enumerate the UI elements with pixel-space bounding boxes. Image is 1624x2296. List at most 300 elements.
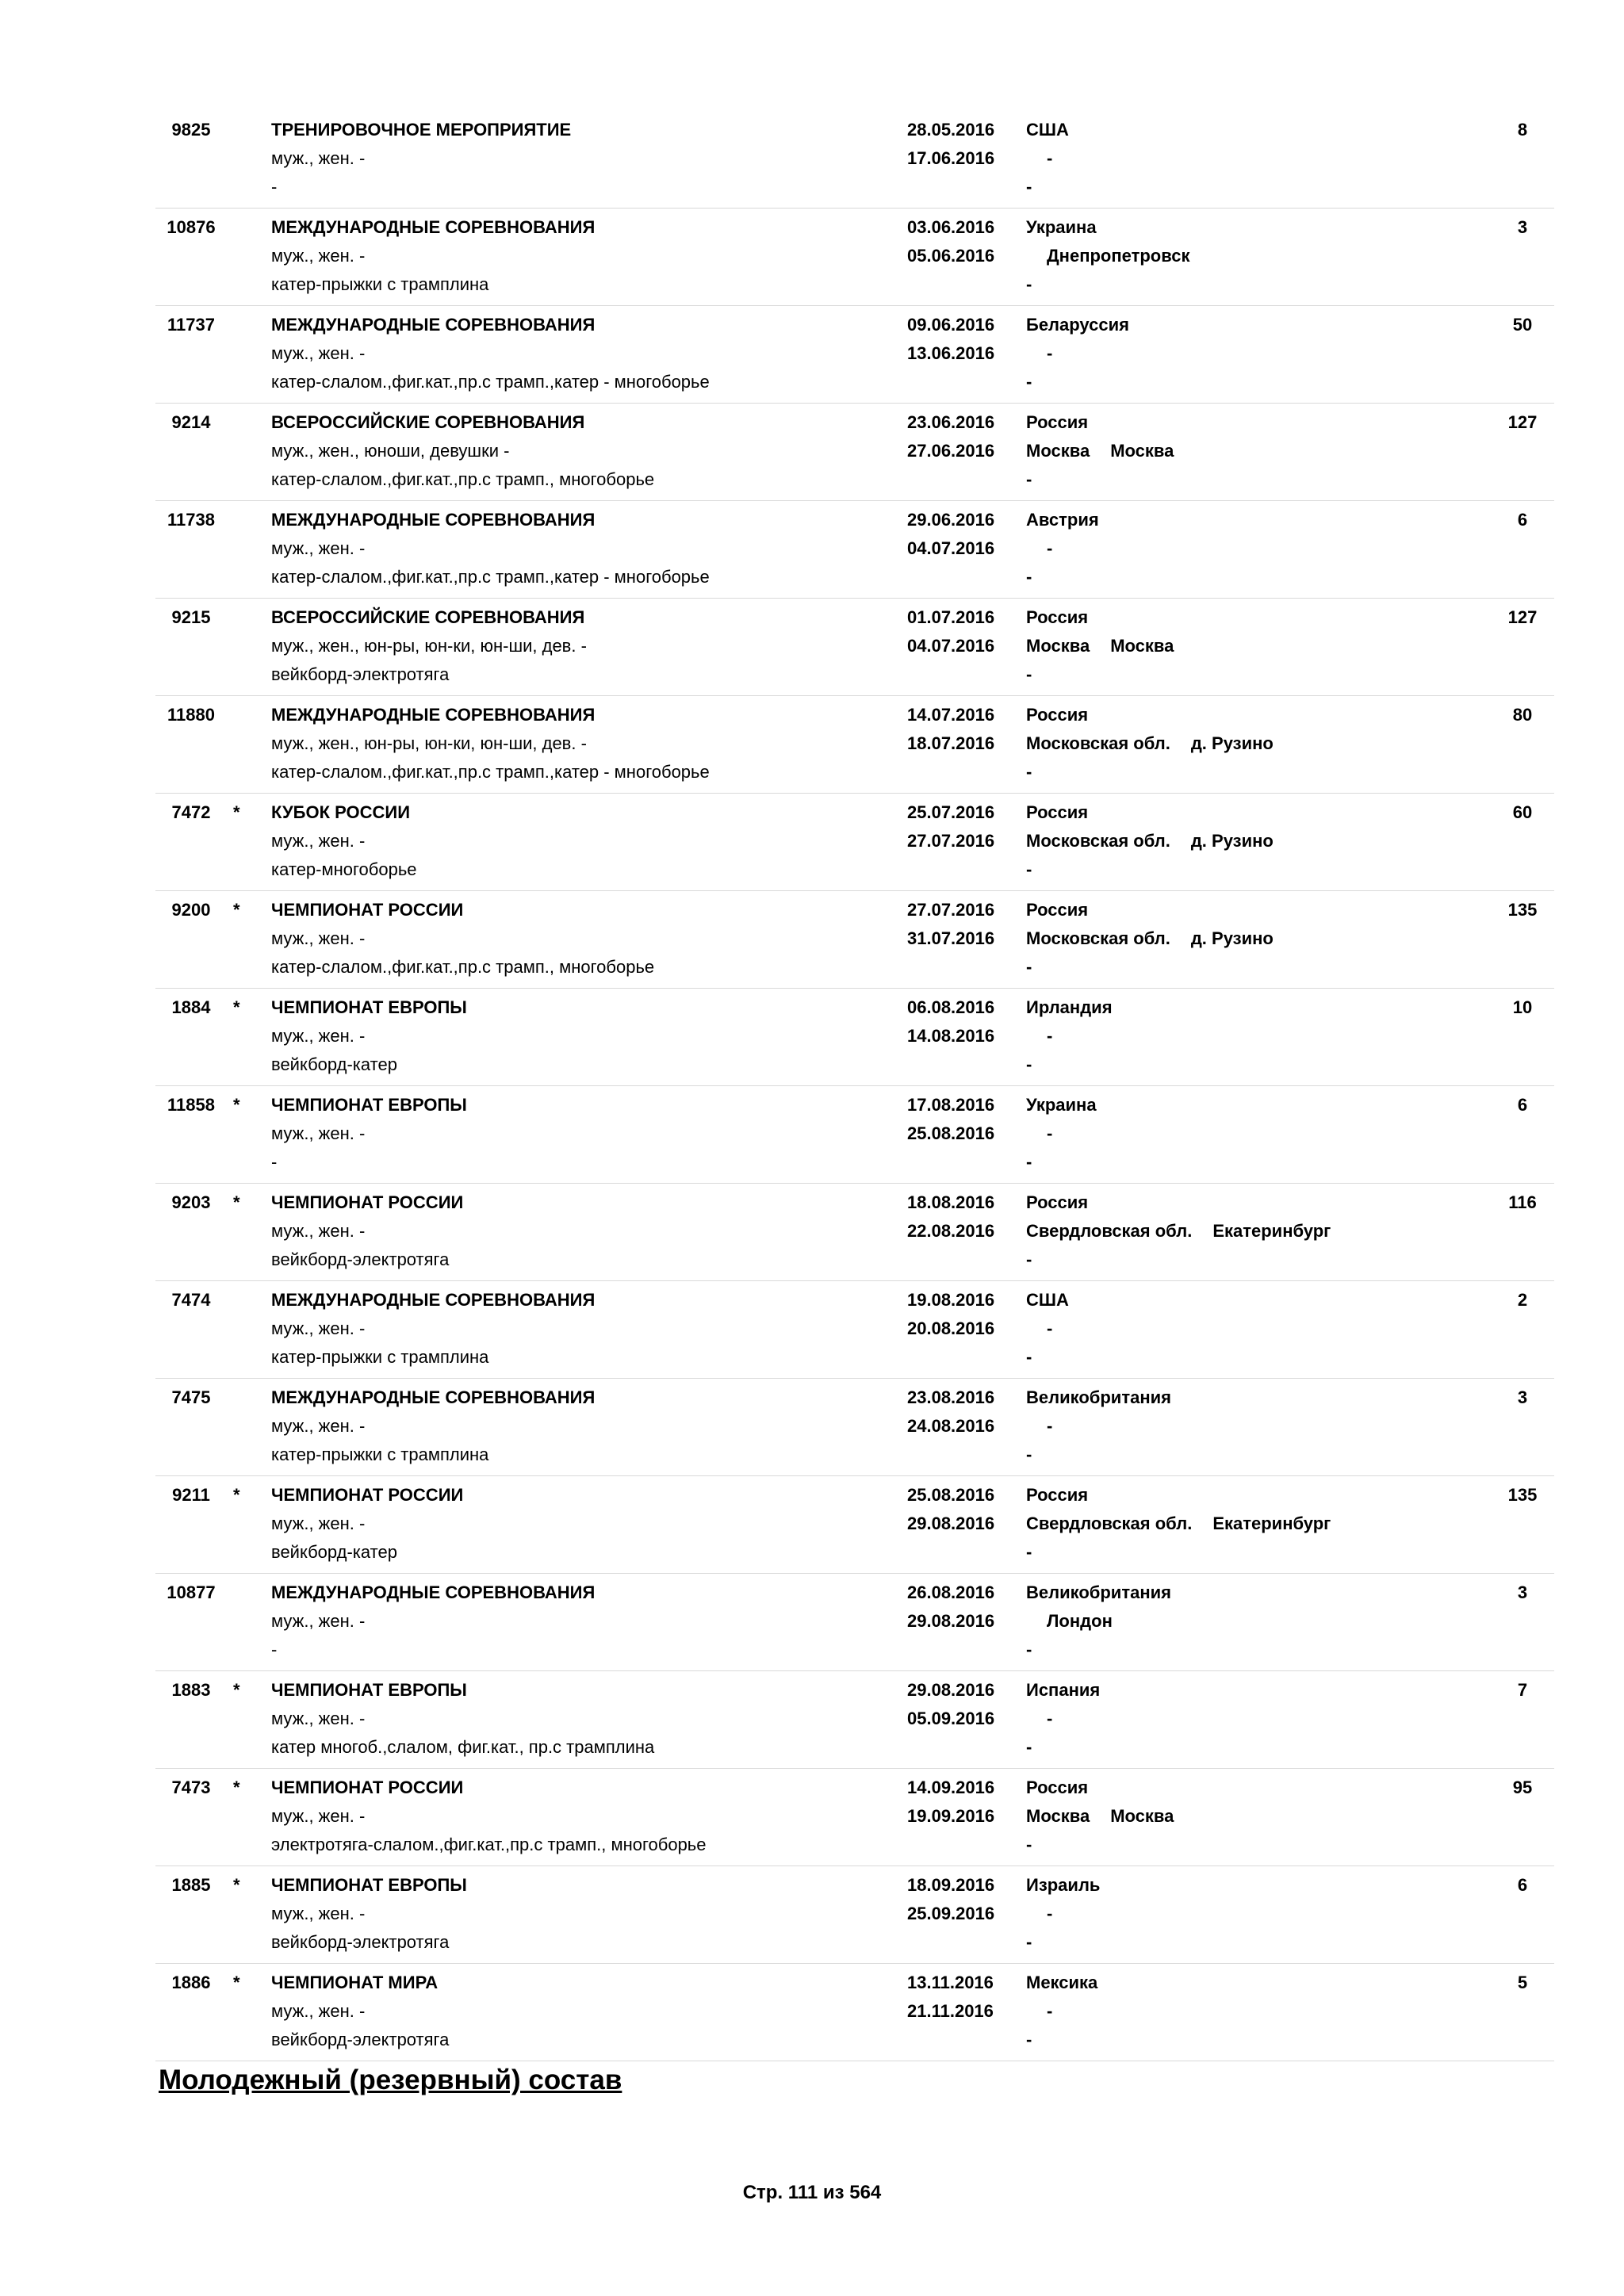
city: - [1047, 1026, 1053, 1046]
event-title: МЕЖДУНАРОДНЫЕ СОРЕВНОВАНИЯ [271, 1290, 596, 1310]
event-discipline: катер-слалом.,фиг.кат.,пр.с трамп.,катер - многоборье [271, 372, 710, 392]
event-dates [907, 1091, 994, 1148]
event-discipline: катер-многоборье [271, 859, 417, 879]
country: Испания [1026, 1680, 1101, 1700]
country: Беларуссия [1026, 315, 1129, 335]
event-location [1026, 408, 1194, 494]
city: д. Рузино [1190, 831, 1274, 851]
event-gender: муж., жен. - [271, 1904, 366, 1923]
star-mark: * [233, 900, 240, 920]
event-discipline: катер-слалом.,фиг.кат.,пр.с трамп., многоборье [271, 469, 655, 489]
city: Москва [1110, 636, 1174, 656]
date-from: 17.08.2016 [907, 1095, 995, 1115]
event-dates [907, 1578, 994, 1636]
region-city [1026, 1412, 1171, 1441]
event-code: 7473 [171, 1777, 211, 1797]
date-from: 14.09.2016 [907, 1777, 995, 1797]
region-city [1026, 827, 1294, 855]
country: Мексика [1026, 1973, 1098, 1992]
event-title: ТРЕНИРОВОЧНОЕ МЕРОПРИЯТИЕ [271, 120, 572, 140]
event-title: МЕЖДУНАРОДНЫЕ СОРЕВНОВАНИЯ [271, 315, 596, 335]
event-dates [907, 1481, 994, 1538]
event-title: ЧЕМПИОНАТ РОССИИ [271, 1777, 464, 1797]
event-gender: муж., жен. - [271, 343, 366, 363]
location-extra: - [1026, 1640, 1032, 1659]
participants-count: 10 [1512, 997, 1533, 1017]
table-row [155, 1671, 1554, 1769]
table-row [155, 1379, 1554, 1476]
event-dates [907, 993, 994, 1050]
date-from: 19.08.2016 [907, 1290, 995, 1310]
table-row [155, 306, 1554, 404]
date-from: 09.06.2016 [907, 315, 995, 335]
event-code: 11880 [167, 705, 215, 725]
location-extra: - [1026, 177, 1032, 197]
city: д. Рузино [1190, 928, 1274, 948]
country: Россия [1026, 1777, 1089, 1797]
event-location [1026, 798, 1294, 884]
event-code: 1885 [171, 1875, 211, 1895]
city: - [1047, 1123, 1053, 1143]
participants-count: 127 [1507, 607, 1538, 627]
event-code: 9215 [171, 607, 211, 627]
event-title: ЧЕМПИОНАТ МИРА [271, 1973, 439, 1992]
event-code: 9211 [172, 1485, 210, 1505]
event-code: 1886 [171, 1973, 211, 1992]
event-dates [907, 1286, 994, 1343]
event-title: ЧЕМПИОНАТ ЕВРОПЫ [271, 997, 467, 1017]
location-extra: - [1026, 664, 1032, 684]
date-from: 14.07.2016 [907, 705, 995, 725]
region: Московская обл. [1026, 928, 1170, 948]
event-location [1026, 993, 1113, 1079]
table-row [155, 501, 1554, 599]
country: Россия [1026, 900, 1089, 920]
event-title: МЕЖДУНАРОДНЫЕ СОРЕВНОВАНИЯ [271, 217, 596, 237]
date-to: 17.06.2016 [907, 148, 995, 168]
date-from: 03.06.2016 [907, 217, 995, 237]
event-gender: муж., жен., юн-ры, юн-ки, юн-ши, дев. - [271, 733, 587, 753]
table-row [155, 1086, 1554, 1184]
date-to: 27.06.2016 [907, 441, 995, 461]
star-mark: * [233, 1485, 240, 1505]
location-extra: - [1026, 1347, 1032, 1367]
date-to: 29.08.2016 [907, 1611, 995, 1631]
event-description [271, 116, 571, 201]
date-from: 23.06.2016 [907, 412, 995, 432]
event-title: МЕЖДУНАРОДНЫЕ СОРЕВНОВАНИЯ [271, 1387, 596, 1407]
event-description [271, 798, 417, 884]
event-discipline: - [271, 1152, 278, 1172]
region: Свердловская обл. [1026, 1221, 1193, 1241]
region: Московская обл. [1026, 733, 1170, 753]
event-gender: муж., жен. - [271, 1513, 366, 1533]
table-row [155, 1184, 1554, 1281]
country: Австрия [1026, 510, 1099, 530]
date-to: 18.07.2016 [907, 733, 995, 753]
participants-count: 50 [1512, 315, 1533, 335]
participants-count: 8 [1517, 120, 1528, 140]
event-gender: муж., жен., юноши, девушки - [271, 441, 510, 461]
city: - [1047, 1709, 1053, 1728]
region-city [1026, 1022, 1113, 1050]
city: Москва [1110, 441, 1174, 461]
event-gender: муж., жен. - [271, 1806, 366, 1826]
event-gender: муж., жен. - [271, 1026, 366, 1046]
event-title: ЧЕМПИОНАТ РОССИИ [271, 1485, 464, 1505]
event-location [1026, 213, 1210, 299]
event-code: 11738 [167, 510, 215, 530]
region-city [1026, 632, 1194, 660]
event-discipline: катер многоб.,слалом, фиг.кат., пр.с трамплина [271, 1737, 655, 1757]
city: Екатеринбург [1212, 1221, 1331, 1241]
country: Ирландия [1026, 997, 1113, 1017]
event-description [271, 1383, 595, 1469]
date-to: 13.06.2016 [907, 343, 995, 363]
star-mark: * [233, 1680, 240, 1700]
location-extra: - [1026, 1445, 1032, 1464]
city: - [1047, 538, 1053, 558]
date-to: 24.08.2016 [907, 1416, 995, 1436]
event-location [1026, 116, 1073, 201]
country: Россия [1026, 1192, 1089, 1212]
participants-count: 6 [1517, 510, 1528, 530]
region: Москва [1026, 636, 1090, 656]
event-dates [907, 701, 994, 758]
date-from: 29.06.2016 [907, 510, 995, 530]
country: Великобритания [1026, 1387, 1171, 1407]
event-dates [907, 116, 994, 173]
page-footer: Стр. 111 из 564 [742, 2182, 882, 2203]
region-city [1026, 339, 1129, 368]
participants-count: 95 [1512, 1777, 1533, 1797]
date-to: 21.11.2016 [907, 2001, 994, 2021]
country: Украина [1026, 217, 1097, 237]
date-to: 25.09.2016 [907, 1904, 995, 1923]
country: Великобритания [1026, 1582, 1171, 1602]
event-dates [907, 1871, 994, 1928]
country: США [1026, 1290, 1069, 1310]
date-to: 05.09.2016 [907, 1709, 995, 1728]
city: - [1047, 343, 1053, 363]
event-gender: муж., жен. - [271, 2001, 366, 2021]
participants-count: 135 [1507, 900, 1538, 920]
date-from: 18.08.2016 [907, 1192, 995, 1212]
city: - [1047, 1904, 1053, 1923]
table-row [155, 404, 1554, 501]
event-code: 1883 [171, 1680, 211, 1700]
location-extra: - [1026, 274, 1032, 294]
event-description [271, 896, 654, 982]
event-description [271, 701, 710, 786]
region-city [1026, 924, 1294, 953]
city: - [1047, 1318, 1053, 1338]
date-from: 27.07.2016 [907, 900, 995, 920]
table-row [155, 1769, 1554, 1866]
event-discipline: вейкборд-катер [271, 1054, 397, 1074]
country: Россия [1026, 1485, 1089, 1505]
event-discipline: катер-прыжки с трамплина [271, 274, 489, 294]
event-discipline: вейкборд-электротяга [271, 1249, 450, 1269]
participants-count: 60 [1512, 802, 1533, 822]
location-extra: - [1026, 1152, 1032, 1172]
location-extra: - [1026, 1737, 1032, 1757]
date-to: 31.07.2016 [907, 928, 995, 948]
event-discipline: вейкборд-электротяга [271, 2030, 450, 2049]
city: д. Рузино [1190, 733, 1274, 753]
participants-count: 3 [1517, 1387, 1528, 1407]
region-city [1026, 1314, 1073, 1343]
event-location [1026, 1286, 1073, 1372]
participants-count: 135 [1507, 1485, 1538, 1505]
location-extra: - [1026, 762, 1032, 782]
date-to: 14.08.2016 [907, 1026, 995, 1046]
event-discipline: - [271, 177, 278, 197]
region-city [1026, 437, 1194, 465]
event-discipline: - [271, 1640, 278, 1659]
event-description [271, 1676, 654, 1762]
event-dates [907, 506, 994, 563]
table-row [155, 111, 1554, 209]
event-gender: муж., жен. - [271, 1611, 366, 1631]
location-extra: - [1026, 372, 1032, 392]
event-gender: муж., жен. - [271, 246, 366, 266]
event-gender: муж., жен. - [271, 928, 366, 948]
table-row [155, 599, 1554, 696]
event-description [271, 993, 467, 1079]
star-mark: * [233, 1192, 240, 1212]
country: Россия [1026, 802, 1089, 822]
country: Украина [1026, 1095, 1097, 1115]
location-extra: - [1026, 1542, 1032, 1562]
event-location [1026, 896, 1294, 982]
participants-count: 6 [1517, 1095, 1528, 1115]
event-discipline: катер-слалом.,фиг.кат.,пр.с трамп.,катер - многоборье [271, 567, 710, 587]
event-description [271, 1188, 463, 1274]
event-location [1026, 506, 1099, 591]
date-from: 13.11.2016 [907, 1973, 994, 1992]
event-code: 7475 [171, 1387, 211, 1407]
event-discipline: катер-прыжки с трамплина [271, 1445, 489, 1464]
event-gender: муж., жен. - [271, 1318, 366, 1338]
date-from: 26.08.2016 [907, 1582, 995, 1602]
region-city [1026, 1607, 1171, 1636]
event-code: 7474 [171, 1290, 211, 1310]
event-description [271, 311, 710, 396]
event-discipline: катер-слалом.,фиг.кат.,пр.с трамп.,катер - многоборье [271, 762, 710, 782]
participants-count: 5 [1517, 1973, 1528, 1992]
event-title: ЧЕМПИОНАТ РОССИИ [271, 1192, 464, 1212]
event-gender: муж., жен. - [271, 538, 366, 558]
city: Екатеринбург [1212, 1513, 1331, 1533]
event-title: МЕЖДУНАРОДНЫЕ СОРЕВНОВАНИЯ [271, 705, 596, 725]
event-title: ЧЕМПИОНАТ ЕВРОПЫ [271, 1095, 467, 1115]
date-to: 05.06.2016 [907, 246, 995, 266]
event-discipline: катер-слалом.,фиг.кат.,пр.с трамп., многоборье [271, 957, 655, 977]
event-title: КУБОК РОССИИ [271, 802, 411, 822]
date-from: 29.08.2016 [907, 1680, 995, 1700]
event-location [1026, 701, 1294, 786]
participants-count: 116 [1508, 1192, 1537, 1212]
participants-count: 7 [1517, 1680, 1528, 1700]
location-extra: - [1026, 1249, 1032, 1269]
event-description [271, 408, 654, 494]
table-row [155, 794, 1554, 891]
event-code: 9214 [171, 412, 211, 432]
event-dates [907, 408, 994, 465]
country: Израиль [1026, 1875, 1101, 1895]
event-gender: муж., жен. - [271, 1416, 366, 1436]
event-gender: муж., жен. - [271, 1221, 366, 1241]
event-title: ВСЕРОССИЙСКИЕ СОРЕВНОВАНИЯ [271, 412, 585, 432]
event-code: 9203 [171, 1192, 211, 1212]
star-mark: * [233, 802, 240, 822]
participants-count: 3 [1517, 217, 1528, 237]
city: - [1047, 2001, 1053, 2021]
date-from: 25.07.2016 [907, 802, 995, 822]
event-code: 9825 [171, 120, 211, 140]
event-description [271, 1774, 707, 1859]
region-city [1026, 1900, 1100, 1928]
event-location [1026, 1578, 1171, 1664]
event-code: 1884 [171, 997, 211, 1017]
event-dates [907, 1774, 994, 1831]
star-mark: * [233, 1777, 240, 1797]
event-dates [907, 1969, 994, 2026]
location-extra: - [1026, 469, 1032, 489]
date-from: 01.07.2016 [907, 607, 995, 627]
table-row [155, 1281, 1554, 1379]
event-discipline: вейкборд-катер [271, 1542, 397, 1562]
location-extra: - [1026, 2030, 1032, 2049]
region-city [1026, 534, 1099, 563]
event-gender: муж., жен. - [271, 831, 366, 851]
table-row [155, 1574, 1554, 1671]
events-table [155, 111, 1554, 2061]
location-extra: - [1026, 957, 1032, 977]
date-to: 22.08.2016 [907, 1221, 995, 1241]
event-dates [907, 798, 994, 855]
date-from: 18.09.2016 [907, 1875, 995, 1895]
event-description [271, 1578, 595, 1664]
event-location [1026, 311, 1129, 396]
event-description [271, 1871, 467, 1957]
region-city [1026, 729, 1294, 758]
event-location [1026, 1188, 1351, 1274]
event-dates [907, 896, 994, 953]
event-code: 7472 [171, 802, 211, 822]
date-to: 20.08.2016 [907, 1318, 995, 1338]
region-city [1026, 1217, 1351, 1246]
event-gender: муж., жен. - [271, 148, 366, 168]
table-row [155, 891, 1554, 989]
date-from: 06.08.2016 [907, 997, 995, 1017]
event-code: 10876 [167, 217, 216, 237]
event-description [271, 506, 710, 591]
region-city [1026, 1997, 1097, 2026]
event-description [271, 1969, 449, 2054]
star-mark: * [233, 1095, 240, 1115]
event-discipline: электротяга-слалом.,фиг.кат.,пр.с трамп., многоборье [271, 1835, 707, 1854]
event-description [271, 1091, 467, 1177]
date-to: 27.07.2016 [907, 831, 995, 851]
event-dates [907, 1676, 994, 1733]
country: Россия [1026, 607, 1089, 627]
region: Москва [1026, 441, 1090, 461]
event-title: МЕЖДУНАРОДНЫЕ СОРЕВНОВАНИЯ [271, 510, 596, 530]
event-location [1026, 1774, 1194, 1859]
event-discipline: катер-прыжки с трамплина [271, 1347, 489, 1367]
event-dates [907, 603, 994, 660]
region-city [1026, 242, 1210, 270]
location-extra: - [1026, 859, 1032, 879]
event-location [1026, 1383, 1171, 1469]
star-mark: * [233, 1875, 240, 1895]
region: Московская обл. [1026, 831, 1170, 851]
event-location [1026, 1091, 1097, 1177]
event-description [271, 603, 587, 689]
country: США [1026, 120, 1069, 140]
date-to: 25.08.2016 [907, 1123, 995, 1143]
star-mark: * [233, 997, 240, 1017]
event-location [1026, 1969, 1097, 2054]
event-code: 10877 [167, 1582, 216, 1602]
date-from: 25.08.2016 [907, 1485, 995, 1505]
region-city [1026, 144, 1073, 173]
event-title: ЧЕМПИОНАТ ЕВРОПЫ [271, 1680, 467, 1700]
date-from: 28.05.2016 [907, 120, 995, 140]
event-dates [907, 213, 994, 270]
event-description [271, 1481, 463, 1567]
event-location [1026, 603, 1194, 689]
event-discipline: вейкборд-электротяга [271, 1932, 450, 1952]
event-title: ЧЕМПИОНАТ ЕВРОПЫ [271, 1875, 467, 1895]
table-row [155, 1866, 1554, 1964]
date-from: 23.08.2016 [907, 1387, 995, 1407]
date-to: 19.09.2016 [907, 1806, 995, 1826]
star-mark: * [233, 1973, 240, 1992]
country: Россия [1026, 412, 1089, 432]
event-location [1026, 1676, 1100, 1762]
section-title: Молодежный (резервный) состав [159, 2064, 622, 2095]
event-code: 11858 [167, 1095, 215, 1115]
event-gender: муж., жен. - [271, 1709, 366, 1728]
event-title: ВСЕРОССИЙСКИЕ СОРЕВНОВАНИЯ [271, 607, 585, 627]
region-city [1026, 1119, 1097, 1148]
region: Москва [1026, 1806, 1090, 1826]
event-title: МЕЖДУНАРОДНЫЕ СОРЕВНОВАНИЯ [271, 1582, 596, 1602]
region-city [1026, 1802, 1194, 1831]
event-code: 9200 [171, 900, 211, 920]
location-extra: - [1026, 1835, 1032, 1854]
event-code: 11737 [167, 315, 215, 335]
region: Свердловская обл. [1026, 1513, 1193, 1533]
event-location [1026, 1481, 1351, 1567]
date-to: 29.08.2016 [907, 1513, 995, 1533]
location-extra: - [1026, 1054, 1032, 1074]
region-city [1026, 1705, 1100, 1733]
event-gender: муж., жен., юн-ры, юн-ки, юн-ши, дев. - [271, 636, 587, 656]
table-row [155, 1476, 1554, 1574]
city: - [1047, 1416, 1053, 1436]
city: - [1047, 148, 1053, 168]
country: Россия [1026, 705, 1089, 725]
city: Москва [1110, 1806, 1174, 1826]
event-discipline: вейкборд-электротяга [271, 664, 450, 684]
event-description [271, 213, 595, 299]
event-location [1026, 1871, 1100, 1957]
date-to: 04.07.2016 [907, 636, 995, 656]
